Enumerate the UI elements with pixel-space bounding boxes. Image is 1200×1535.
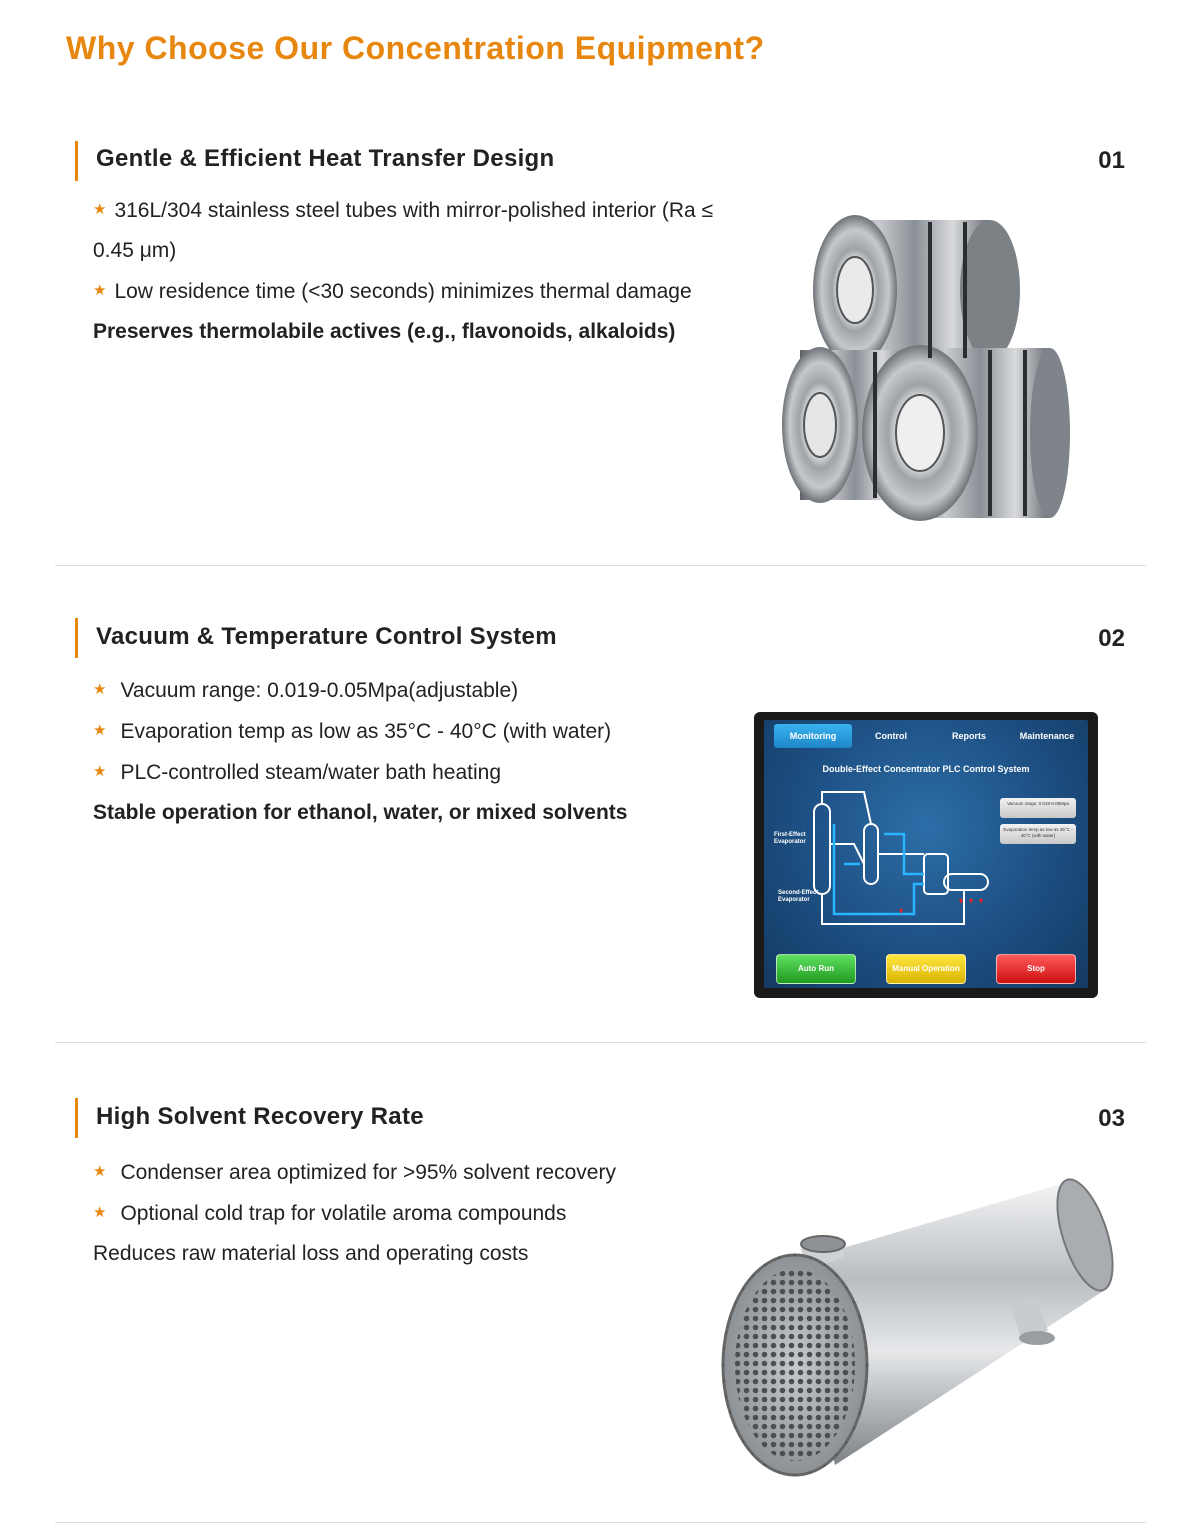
list-item: ★ Optional cold trap for volatile aroma compounds xyxy=(93,1202,567,1225)
section-accent-bar xyxy=(75,618,78,658)
star-icon: ★ xyxy=(93,722,107,739)
highlight-text: Preserves thermolabile actives (e.g., flavonoids, alkaloids) xyxy=(93,320,676,343)
section-title: Gentle & Efficient Heat Transfer Design xyxy=(96,145,555,172)
plc-info-vacuum: Vacuum range: 0.019-0.05Mpa xyxy=(1000,798,1076,818)
section-number: 03 xyxy=(1098,1105,1125,1132)
list-item: ★ Condenser area optimized for >95% solvent recovery xyxy=(93,1161,616,1184)
plc-tab-reports: Reports xyxy=(951,731,986,741)
plc-auto-run-button: Auto Run xyxy=(776,954,856,984)
plc-stop-button: Stop xyxy=(996,954,1076,984)
plc-tab-monitoring: Monitoring xyxy=(774,724,852,748)
section-title: Vacuum & Temperature Control System xyxy=(96,623,557,650)
feature-list xyxy=(93,1152,733,1274)
plc-info-temp: Evaporation temp as low as 35°C - 40°C (with water) xyxy=(1000,824,1076,844)
section-accent-bar xyxy=(75,141,78,181)
stainless-steel-coils-image xyxy=(780,200,1080,530)
star-icon: ★ xyxy=(93,763,107,780)
star-icon: ★ xyxy=(93,201,107,218)
feature-list xyxy=(93,670,733,833)
plc-label-second: Second-Effect Evaporator xyxy=(778,890,819,903)
section-accent-bar xyxy=(75,1098,78,1138)
feature-list xyxy=(93,190,733,352)
list-item: ★ Evaporation temp as low as 35°C - 40°C (with water) xyxy=(93,720,612,743)
plc-label-first: First-Effect Evaporator xyxy=(774,832,806,845)
divider xyxy=(55,1522,1146,1523)
evaporator-diagram xyxy=(804,784,1004,934)
plc-control-screen-image xyxy=(754,712,1098,998)
star-icon: ★ xyxy=(93,282,107,299)
list-item: ★ 316L/304 stainless steel tubes with mirror-polished interior (Ra ≤ 0.45 μm) xyxy=(93,199,714,262)
section-number: 02 xyxy=(1098,625,1125,652)
shell-and-tube-condenser-image xyxy=(715,1170,1115,1480)
list-item: ★ Low residence time (<30 seconds) minimizes thermal damage xyxy=(93,280,692,303)
divider xyxy=(55,1042,1146,1043)
plc-tab-control: Control xyxy=(875,731,907,741)
list-item: ★ Vacuum range: 0.019-0.05Mpa(adjustable) xyxy=(93,679,519,702)
highlight-text: Reduces raw material loss and operating costs xyxy=(93,1242,529,1265)
plc-tab-maintenance: Maintenance xyxy=(1019,731,1075,741)
page-title: Why Choose Our Concentration Equipment? xyxy=(66,30,765,66)
divider xyxy=(55,565,1146,566)
plc-title: Double-Effect Concentrator PLC Control System xyxy=(822,764,1030,774)
star-icon: ★ xyxy=(93,1163,107,1180)
section-title: High Solvent Recovery Rate xyxy=(96,1103,424,1130)
list-item: ★ PLC-controlled steam/water bath heating xyxy=(93,761,501,784)
highlight-text: Stable operation for ethanol, water, or mixed solvents xyxy=(93,801,628,824)
plc-manual-operation-button: Manual Operation xyxy=(886,954,966,984)
star-icon: ★ xyxy=(93,1204,107,1221)
plc-tabs xyxy=(774,724,1086,748)
star-icon: ★ xyxy=(93,681,107,698)
section-number: 01 xyxy=(1098,147,1125,174)
